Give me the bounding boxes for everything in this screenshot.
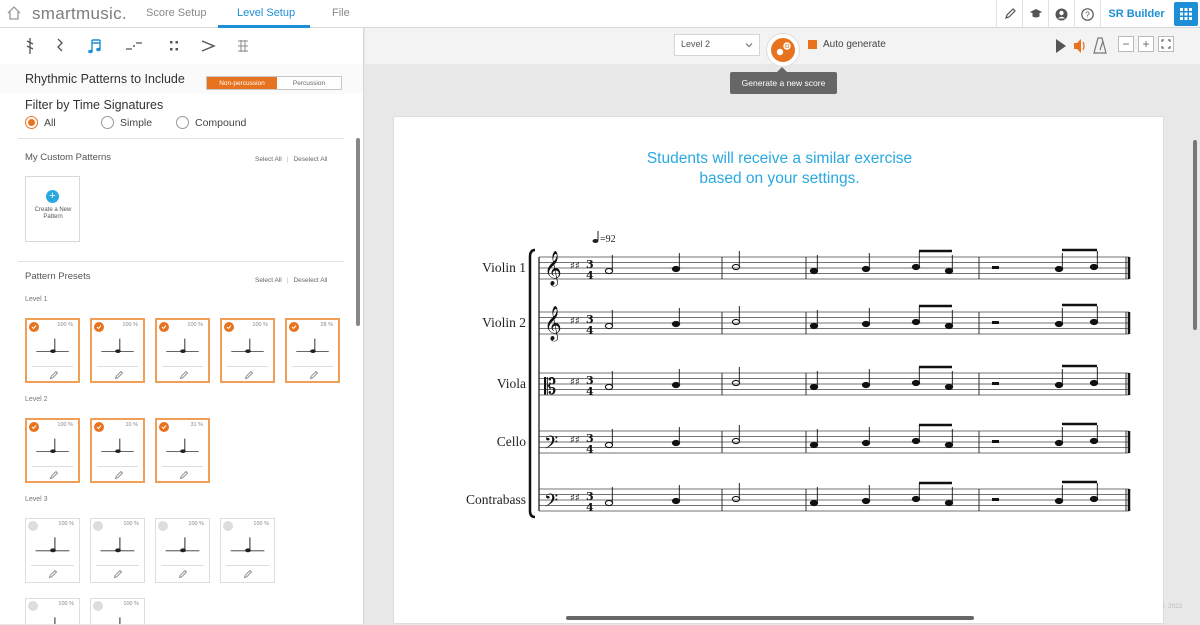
rhythm-pattern-icon bbox=[157, 332, 208, 362]
rest bbox=[992, 266, 999, 269]
level-3-label: Level 3 bbox=[25, 496, 48, 503]
sixteenth-notes-icon[interactable] bbox=[86, 36, 106, 56]
presets-select-all-link[interactable]: Select All bbox=[255, 277, 282, 284]
radio-simple-circle[interactable] bbox=[101, 116, 114, 129]
card-divider bbox=[162, 366, 203, 367]
note-head bbox=[1090, 496, 1097, 501]
card-divider bbox=[31, 565, 74, 566]
radio-compound-label: Compound bbox=[195, 116, 247, 129]
apps-grid-icon[interactable] bbox=[1174, 2, 1198, 26]
key-signature: ♯♯ bbox=[570, 261, 580, 272]
clef-icon: 𝄢 bbox=[544, 491, 559, 516]
custom-deselect-all-link[interactable]: Deselect All bbox=[293, 156, 328, 163]
texture-icon[interactable] bbox=[233, 36, 253, 56]
check-icon[interactable] bbox=[29, 322, 39, 332]
note-head bbox=[605, 323, 612, 328]
note-head bbox=[605, 500, 612, 505]
level-1-label: Level 1 bbox=[25, 296, 48, 303]
radio-simple[interactable] bbox=[101, 116, 152, 129]
pattern-preset-card[interactable] bbox=[90, 518, 145, 583]
auto-generate-toggle[interactable] bbox=[808, 39, 886, 50]
edit-pencil-icon[interactable] bbox=[179, 370, 189, 380]
clef-icon: 𝄡 bbox=[544, 375, 557, 400]
note-head bbox=[810, 442, 817, 447]
pattern-preset-card[interactable] bbox=[90, 318, 145, 383]
card-divider bbox=[32, 366, 73, 367]
radio-all-label: All bbox=[44, 116, 56, 129]
check-icon[interactable] bbox=[93, 521, 103, 531]
time-signature: 3 bbox=[586, 258, 594, 271]
note-head bbox=[1055, 498, 1062, 503]
time-signature: 3 bbox=[586, 432, 594, 445]
fullscreen-button[interactable] bbox=[1158, 36, 1174, 52]
note-head bbox=[732, 319, 739, 324]
note-head bbox=[810, 323, 817, 328]
pen-icon[interactable] bbox=[996, 0, 1022, 28]
score-vertical-scrollbar[interactable] bbox=[1193, 140, 1197, 330]
note-head bbox=[672, 382, 679, 387]
note-head bbox=[672, 440, 679, 445]
note-head bbox=[605, 384, 612, 389]
note-head bbox=[1090, 380, 1097, 385]
pattern-percentage: 100 % bbox=[252, 322, 268, 328]
pattern-preset-card[interactable] bbox=[155, 418, 210, 483]
rhythm-pattern-icon bbox=[92, 332, 143, 362]
radio-all[interactable] bbox=[25, 116, 56, 129]
check-icon[interactable] bbox=[94, 422, 104, 432]
check-icon[interactable] bbox=[159, 322, 169, 332]
rhythm-pattern-icon bbox=[26, 611, 79, 624]
note-head bbox=[732, 380, 739, 385]
rhythm-icon[interactable] bbox=[50, 36, 70, 56]
note-head bbox=[912, 496, 919, 501]
presets-select-links bbox=[255, 277, 327, 284]
rhythm-pattern-icon bbox=[27, 332, 78, 362]
instrument-label: Viola bbox=[496, 376, 526, 391]
note-head bbox=[945, 500, 952, 505]
radio-compound[interactable] bbox=[176, 116, 246, 129]
rhythm-pattern-icon bbox=[222, 332, 273, 362]
note-head bbox=[1055, 440, 1062, 445]
clef-icon: 𝄢 bbox=[544, 433, 559, 458]
sr-builder-button[interactable]: SR Builder bbox=[1100, 0, 1172, 28]
fullscreen-icon bbox=[1161, 39, 1171, 49]
note-head bbox=[605, 442, 612, 447]
radio-compound-circle[interactable] bbox=[176, 116, 189, 129]
note-head bbox=[1055, 321, 1062, 326]
check-icon[interactable] bbox=[94, 322, 104, 332]
rhythm-pattern-icon bbox=[156, 531, 209, 561]
pattern-percentage: 100 % bbox=[122, 322, 138, 328]
pattern-preset-card[interactable] bbox=[25, 418, 80, 483]
pattern-preset-card[interactable] bbox=[220, 518, 275, 583]
tool-row bbox=[0, 28, 364, 64]
edit-pencil-icon[interactable] bbox=[113, 569, 123, 579]
note-head bbox=[810, 500, 817, 505]
edit-pencil-icon[interactable] bbox=[179, 470, 189, 480]
rest bbox=[992, 440, 999, 443]
svg-text:?: ? bbox=[1085, 10, 1090, 19]
non-percussion-option[interactable]: Non-percussion bbox=[207, 77, 277, 89]
chevron-down-icon bbox=[745, 41, 753, 49]
check-icon[interactable] bbox=[93, 601, 103, 611]
time-signature: 3 bbox=[586, 313, 594, 326]
pattern-preset-card[interactable] bbox=[90, 598, 145, 624]
zoom-out-button[interactable]: − bbox=[1118, 36, 1134, 52]
card-divider bbox=[97, 466, 138, 467]
app-logo[interactable]: smartmusic. bbox=[32, 4, 127, 23]
create-pattern-card[interactable] bbox=[25, 176, 80, 242]
time-signature: 3 bbox=[586, 490, 594, 503]
percussion-toggle[interactable] bbox=[206, 76, 342, 90]
play-icon bbox=[1056, 39, 1066, 53]
edit-pencil-icon[interactable] bbox=[243, 569, 253, 579]
note-head bbox=[945, 442, 952, 447]
pattern-preset-card[interactable] bbox=[220, 318, 275, 383]
rest bbox=[992, 382, 999, 385]
rhythmic-patterns-title: Rhythmic Patterns to Include bbox=[25, 72, 185, 86]
radio-simple-label: Simple bbox=[120, 116, 153, 129]
instrument-label: Violin 2 bbox=[482, 315, 526, 330]
pattern-percentage: 10 % bbox=[125, 422, 138, 428]
top-bar bbox=[0, 0, 1200, 28]
level-2-label: Level 2 bbox=[25, 396, 48, 403]
auto-generate-label: Auto generate bbox=[823, 39, 886, 50]
rhythm-pattern-icon bbox=[221, 531, 274, 561]
generate-tooltip: Generate a new score bbox=[730, 72, 837, 94]
pattern-percentage: 28 % bbox=[320, 322, 333, 328]
check-icon[interactable] bbox=[224, 322, 234, 332]
generate-icon bbox=[771, 38, 795, 62]
card-divider bbox=[162, 466, 203, 467]
note-head bbox=[1055, 382, 1062, 387]
score-horizontal-scrollbar[interactable] bbox=[566, 616, 974, 620]
pattern-preset-card[interactable] bbox=[25, 598, 80, 624]
note-head bbox=[1090, 319, 1097, 324]
left-panel-scrollbar[interactable] bbox=[356, 138, 360, 326]
note-head bbox=[1055, 266, 1062, 271]
divider bbox=[18, 138, 344, 139]
key-signature: ♯♯ bbox=[570, 377, 580, 388]
time-signature: 4 bbox=[586, 501, 594, 514]
help-icon[interactable] bbox=[1074, 0, 1100, 28]
instrument-label: Contrabass bbox=[466, 492, 526, 507]
tab-file[interactable]: File bbox=[332, 7, 350, 19]
edit-pencil-icon[interactable] bbox=[49, 470, 59, 480]
pattern-preset-card[interactable] bbox=[25, 318, 80, 383]
rhythm-pattern-icon bbox=[157, 432, 208, 462]
check-icon[interactable] bbox=[159, 422, 169, 432]
pattern-percentage: 31 % bbox=[190, 422, 203, 428]
edit-pencil-icon[interactable] bbox=[309, 370, 319, 380]
tab-level-setup[interactable]: Level Setup bbox=[237, 7, 296, 19]
note-head bbox=[732, 496, 739, 501]
plus-icon: + bbox=[46, 190, 59, 203]
system-bracket bbox=[530, 250, 535, 517]
edit-pencil-icon[interactable] bbox=[114, 470, 124, 480]
link-separator: | bbox=[286, 156, 289, 163]
key-signature: ♯♯ bbox=[570, 316, 580, 327]
pattern-percentage: 100 % bbox=[123, 521, 139, 527]
check-icon[interactable] bbox=[28, 521, 38, 531]
copyright-footer: l, 2022 bbox=[1163, 603, 1183, 610]
pattern-percentage: 100 % bbox=[58, 521, 74, 527]
edit-pencil-icon[interactable] bbox=[114, 370, 124, 380]
key-signature: ♯♯ bbox=[570, 435, 580, 446]
rhythm-pattern-icon bbox=[92, 432, 143, 462]
check-icon[interactable] bbox=[29, 422, 39, 432]
presets-deselect-all-link[interactable]: Deselect All bbox=[293, 277, 328, 284]
time-signature: 4 bbox=[586, 443, 594, 456]
link-separator: | bbox=[286, 277, 289, 284]
card-divider bbox=[292, 366, 333, 367]
note-head bbox=[672, 266, 679, 271]
account-icon[interactable] bbox=[1048, 0, 1074, 28]
card-divider bbox=[97, 366, 138, 367]
score-message-line-1: Students will receive a similar exercise bbox=[646, 150, 913, 167]
note-head bbox=[1090, 438, 1097, 443]
custom-select-links bbox=[255, 156, 327, 163]
note-head bbox=[945, 323, 952, 328]
percussion-option[interactable]: Percussion bbox=[277, 77, 341, 89]
note-head bbox=[672, 321, 679, 326]
custom-patterns-title: My Custom Patterns bbox=[25, 152, 112, 163]
note-head bbox=[912, 264, 919, 269]
card-divider bbox=[96, 565, 139, 566]
note-head bbox=[732, 264, 739, 269]
instrument-label: Cello bbox=[496, 434, 526, 449]
note-head bbox=[862, 440, 869, 445]
time-signature: 3 bbox=[586, 374, 594, 387]
pattern-preset-card[interactable] bbox=[90, 418, 145, 483]
pattern-presets-title: Pattern Presets bbox=[25, 271, 91, 282]
volume-icon bbox=[1074, 39, 1084, 53]
rhythm-pattern-icon bbox=[91, 531, 144, 561]
note-head bbox=[912, 319, 919, 324]
card-divider bbox=[161, 565, 204, 566]
check-icon[interactable] bbox=[223, 521, 233, 531]
note-head bbox=[605, 268, 612, 273]
rest bbox=[992, 321, 999, 324]
level-select[interactable] bbox=[674, 34, 760, 56]
note-head bbox=[672, 498, 679, 503]
edit-pencil-icon[interactable] bbox=[48, 569, 58, 579]
score-message-line-2: based on your settings. bbox=[699, 170, 860, 187]
playback-controls bbox=[1056, 37, 1126, 55]
tab-score-setup[interactable]: Score Setup bbox=[146, 7, 207, 19]
note-head bbox=[862, 266, 869, 271]
pattern-preset-card[interactable] bbox=[155, 318, 210, 383]
note-head bbox=[732, 438, 739, 443]
level-setup-panel bbox=[0, 28, 364, 624]
filter-time-signatures-title: Filter by Time Signatures bbox=[25, 98, 164, 112]
check-icon[interactable] bbox=[158, 521, 168, 531]
custom-select-all-link[interactable]: Select All bbox=[255, 156, 282, 163]
note-head bbox=[862, 498, 869, 503]
time-signature: 4 bbox=[586, 324, 594, 337]
score-staves bbox=[394, 117, 1165, 625]
articulation-icon[interactable] bbox=[124, 36, 144, 56]
pattern-percentage: 100 % bbox=[253, 521, 269, 527]
pattern-preset-card[interactable] bbox=[155, 518, 210, 583]
pattern-preset-card[interactable] bbox=[285, 318, 340, 383]
key-signature: ♯♯ bbox=[570, 493, 580, 504]
edit-pencil-icon[interactable] bbox=[178, 569, 188, 579]
rhythm-pattern-icon bbox=[26, 531, 79, 561]
card-divider bbox=[227, 366, 268, 367]
divider bbox=[18, 261, 344, 262]
metronome-icon bbox=[1094, 38, 1106, 53]
note-head bbox=[810, 384, 817, 389]
check-icon[interactable] bbox=[289, 322, 299, 332]
create-pattern-label: Create a New Pattern bbox=[34, 207, 72, 220]
pattern-percentage: 100 % bbox=[188, 521, 204, 527]
radio-all-circle[interactable] bbox=[25, 116, 38, 129]
note-head bbox=[862, 321, 869, 326]
note-head bbox=[945, 384, 952, 389]
note-head bbox=[862, 382, 869, 387]
tempo-value: =92 bbox=[600, 234, 616, 245]
home-icon[interactable] bbox=[6, 5, 22, 21]
note-head bbox=[912, 438, 919, 443]
edit-pencil-icon[interactable] bbox=[49, 370, 59, 380]
pattern-percentage: 100 % bbox=[123, 601, 139, 607]
auto-generate-checkbox[interactable] bbox=[808, 40, 817, 49]
generate-score-button[interactable] bbox=[766, 33, 800, 67]
card-divider bbox=[226, 565, 269, 566]
rhythm-pattern-icon bbox=[91, 611, 144, 624]
tuning-icon[interactable] bbox=[20, 36, 40, 56]
graduation-cap-icon[interactable] bbox=[1022, 0, 1048, 28]
pattern-percentage: 100 % bbox=[187, 322, 203, 328]
rhythm-pattern-icon bbox=[27, 432, 78, 462]
note-head bbox=[810, 268, 817, 273]
rhythm-pattern-icon bbox=[287, 332, 338, 362]
instrument-label: Violin 1 bbox=[482, 260, 526, 275]
edit-pencil-icon[interactable] bbox=[244, 370, 254, 380]
pattern-percentage: 100 % bbox=[57, 322, 73, 328]
pattern-percentage: 100 % bbox=[58, 601, 74, 607]
card-divider bbox=[32, 466, 73, 467]
clef-icon: 𝄞 bbox=[544, 251, 562, 286]
note-head bbox=[1090, 264, 1097, 269]
time-signature: 4 bbox=[586, 269, 594, 282]
time-signature: 4 bbox=[586, 385, 594, 398]
note-head bbox=[945, 268, 952, 273]
clef-icon: 𝄞 bbox=[544, 306, 562, 341]
zoom-in-button[interactable]: + bbox=[1138, 36, 1154, 52]
pattern-preset-card[interactable] bbox=[25, 518, 80, 583]
note-head bbox=[912, 380, 919, 385]
repeat-icon[interactable] bbox=[164, 36, 184, 56]
pattern-percentage: 100 % bbox=[57, 422, 73, 428]
accent-icon[interactable] bbox=[198, 36, 218, 56]
rest bbox=[992, 498, 999, 501]
check-icon[interactable] bbox=[28, 601, 38, 611]
score-page bbox=[393, 116, 1164, 624]
level-select-value: Level 2 bbox=[681, 39, 711, 49]
